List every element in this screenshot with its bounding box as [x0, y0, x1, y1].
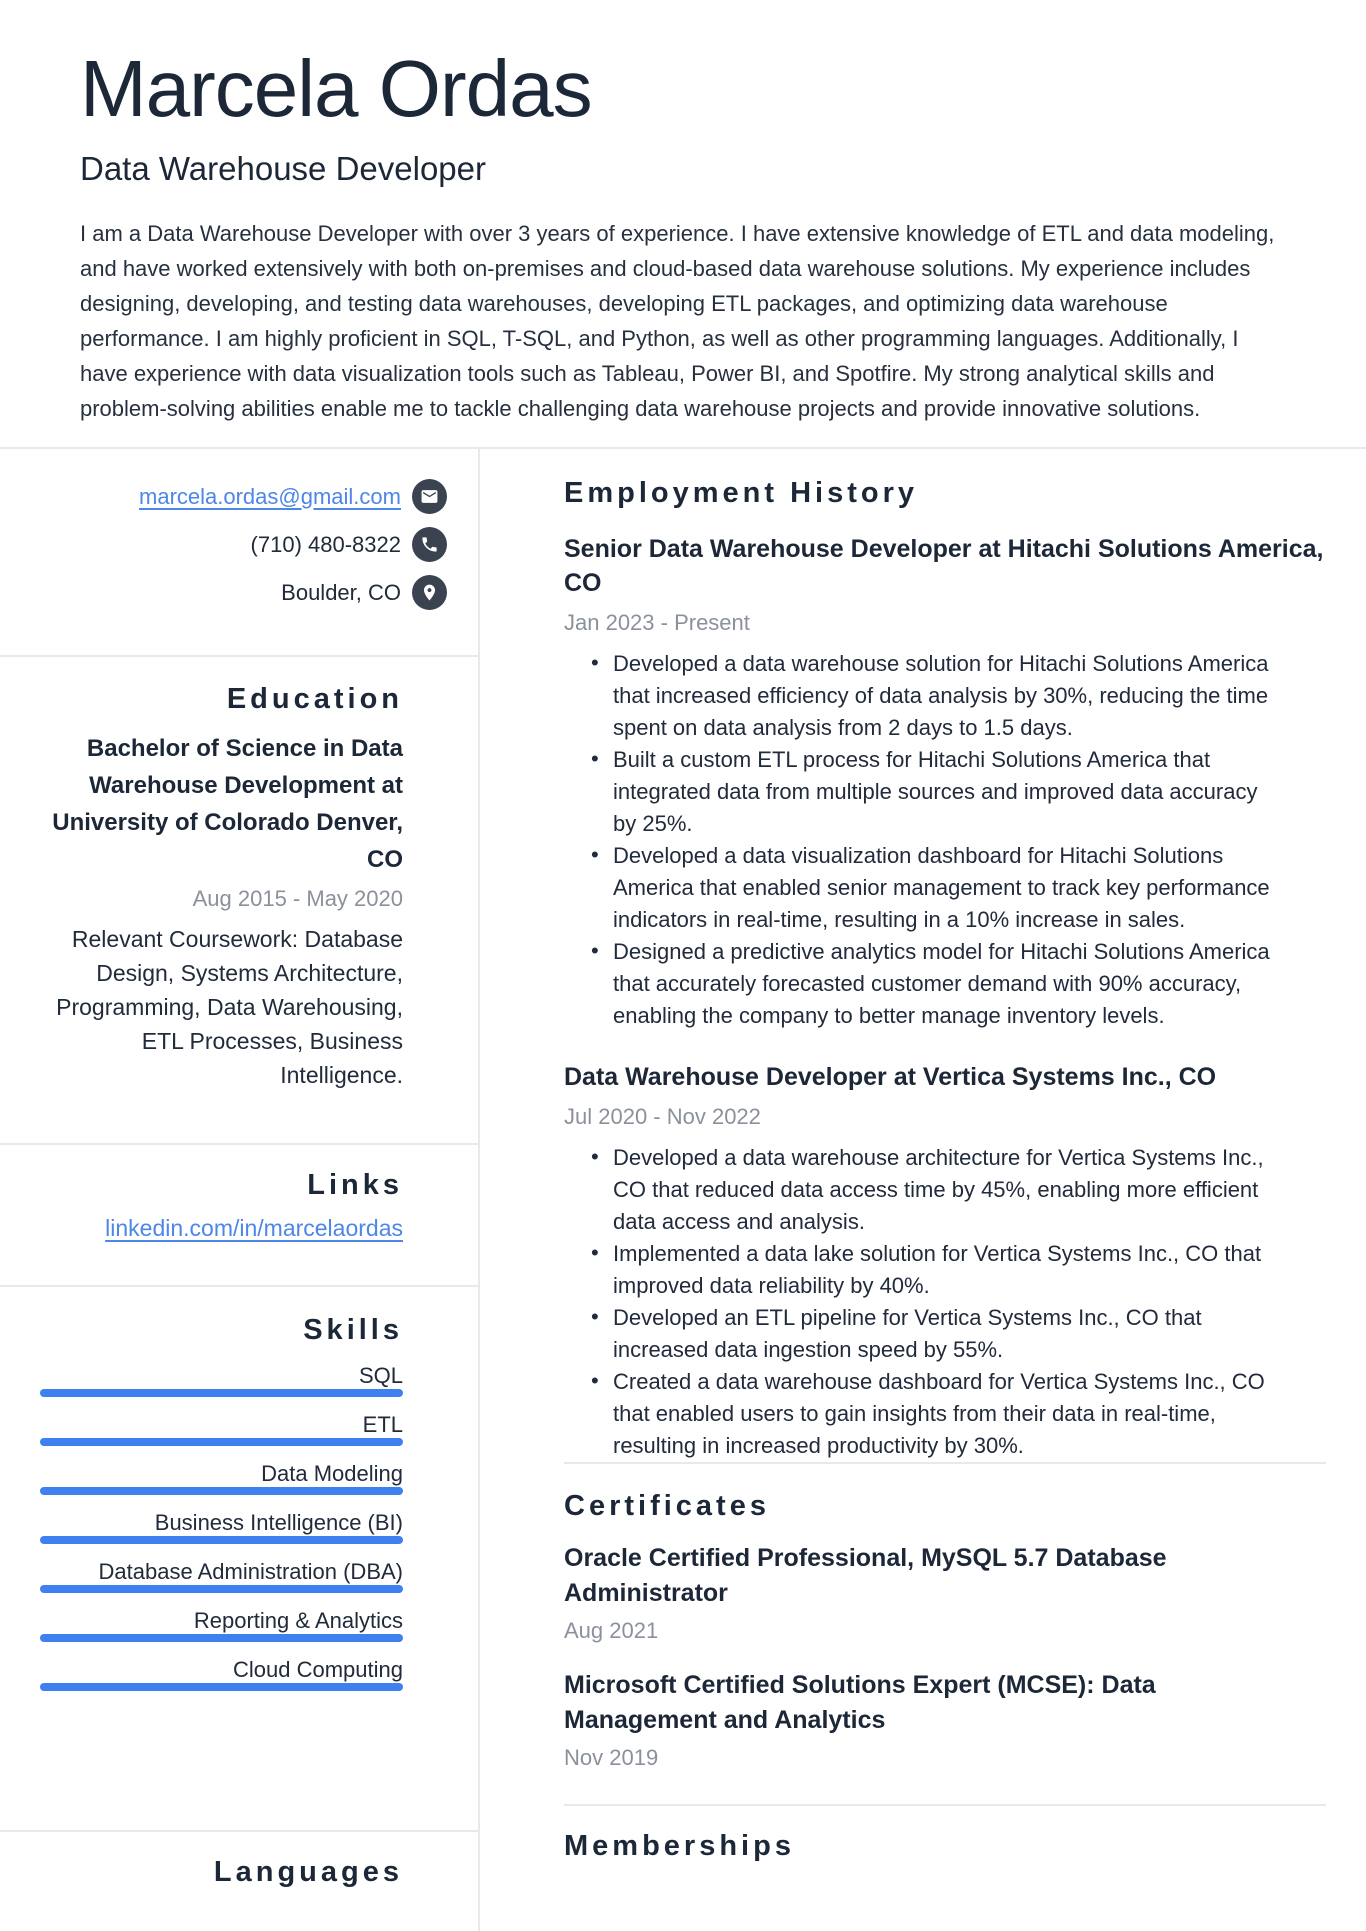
job-bullet: • Developed a data warehouse architecture for Vertica Systems Inc., CO that reduced data access time by 45%, enabling more efficient data access and analysis. [564, 1142, 1276, 1238]
contact-row-phone [40, 527, 447, 562]
location-icon [412, 575, 447, 610]
memberships-section [564, 1804, 1326, 1931]
sidebar [0, 449, 480, 1931]
job-dates: Jul 2020 - Nov 2022 [564, 1104, 761, 1129]
skill-bar [40, 1536, 403, 1544]
job-entry [564, 532, 1326, 1032]
job-bullet: • Developed a data warehouse solution for Hitachi Solutions America that increased efficiency of data analysis by 30%, reducing the time spent on data analysis from 2 days to 1.5 days. [564, 648, 1276, 744]
skill-bar-track [40, 1438, 403, 1446]
skill-name: Business Intelligence (BI) [154, 1510, 403, 1535]
languages-section [0, 1830, 478, 1931]
skill-name: Cloud Computing [233, 1657, 403, 1682]
phone-number: (710) 480-8322 [250, 531, 401, 557]
job-title: Data Warehouse Developer at Vertica Systems Inc., CO [564, 1063, 1217, 1091]
job-dates: Jan 2023 - Present [564, 610, 750, 635]
links-heading: Links [307, 1169, 403, 1201]
skills-list [40, 1363, 403, 1691]
education-section [0, 655, 478, 1143]
certificate-dates: Aug 2021 [564, 1618, 659, 1643]
phone-icon [412, 527, 447, 562]
skill-bar [40, 1438, 403, 1446]
resume-body [0, 447, 1366, 1931]
skill-name: Data Modeling [261, 1461, 403, 1486]
skill-item [40, 1510, 403, 1544]
skill-bar [40, 1487, 403, 1495]
contact-row-email [40, 479, 447, 514]
profile-summary: I am a Data Warehouse Developer with over 3 years of experience. I have extensive knowledge of ETL and data modeling, and have worked extensively with both on-premises and cloud-based data warehouse solutions. My experience includes designing, developing, and testing data warehouses, developing ETL packages, and optimizing data warehouse performance. I am highly proficient in SQL, T-SQL, and Python, as well as other programming languages. Additionally, I have experience with data visualization tools such as Tableau, Power BI, and Spotfire. My strong analytical skills and problem-solving abilities enable me to tackle challenging data warehouse projects and provide innovative solutions. [80, 221, 1275, 422]
skill-item [40, 1559, 403, 1593]
skill-bar-track [40, 1683, 403, 1691]
certificates-heading: Certificates [564, 1490, 770, 1522]
skill-item [40, 1363, 403, 1397]
education-dates: Aug 2015 - May 2020 [192, 886, 403, 911]
skill-name: Reporting & Analytics [193, 1608, 403, 1633]
skill-bar [40, 1585, 403, 1593]
job-bullet: • Built a custom ETL process for Hitachi Solutions America that integrated data from multiple sources and improved data accuracy by 25%. [564, 744, 1276, 840]
job-bullet: • Implemented a data lake solution for Vertica Systems Inc., CO that improved data reliability by 40%. [564, 1238, 1276, 1302]
education-degree: Bachelor of Science in Data Warehouse Development at University of Colorado Denver, CO [52, 735, 403, 873]
employment-heading: Employment History [564, 477, 918, 509]
skill-item [40, 1608, 403, 1642]
links-list [40, 1202, 403, 1242]
skill-bar [40, 1634, 403, 1642]
skill-item [40, 1657, 403, 1691]
location-text: Boulder, CO [281, 579, 401, 605]
job-entry [564, 1060, 1326, 1462]
languages-heading: Languages [213, 1856, 403, 1888]
certificate-entry [564, 1668, 1326, 1771]
job-bullets [564, 648, 1326, 1032]
contact-section [0, 449, 478, 655]
job-bullet: • Designed a predictive analytics model for Hitachi Solutions America that accurately forecasted customer demand with 90% accuracy, enabling the company to better manage inventory levels. [564, 936, 1276, 1032]
certificate-title: Oracle Certified Professional, MySQL 5.7 Database Administrator [564, 1544, 1167, 1607]
skill-bar-track [40, 1536, 403, 1544]
skill-bar [40, 1683, 403, 1691]
skill-bar-track [40, 1487, 403, 1495]
skill-bar-track [40, 1585, 403, 1593]
links-section [0, 1143, 478, 1285]
job-bullets [564, 1142, 1326, 1462]
certificate-entry [564, 1541, 1326, 1644]
email-link[interactable]: marcela.ordas@gmail.com [139, 483, 401, 509]
certificates-section [564, 1462, 1326, 1804]
skill-bar-track [40, 1634, 403, 1642]
skill-item [40, 1412, 403, 1446]
skill-item [40, 1461, 403, 1495]
external-link[interactable]: linkedin.com/in/marcelaordas [105, 1215, 403, 1241]
certificate-title: Microsoft Certified Solutions Expert (MCSE): Data Management and Analytics [564, 1671, 1156, 1734]
certificates-list [564, 1541, 1326, 1771]
skill-name: SQL [358, 1363, 403, 1388]
person-job-title: Data Warehouse Developer [80, 150, 486, 188]
skill-name: Database Administration (DBA) [98, 1559, 403, 1584]
job-title: Senior Data Warehouse Developer at Hitachi Solutions America, CO [564, 535, 1324, 597]
memberships-heading: Memberships [564, 1830, 795, 1862]
jobs-list [564, 532, 1326, 1462]
email-icon [412, 479, 447, 514]
skill-bar-track [40, 1389, 403, 1397]
employment-section [564, 449, 1326, 1462]
skills-section [0, 1285, 478, 1830]
education-heading: Education [226, 683, 403, 715]
education-details: Relevant Coursework: Database Design, Systems Architecture, Programming, Data Warehousing, ETL Processes, Business Intelligence. [56, 926, 403, 1088]
resume-header [0, 0, 1366, 447]
job-bullet: • Developed a data visualization dashboard for Hitachi Solutions America that enabled senior management to track key performance indicators in real-time, resulting in a 10% increase in sales. [564, 840, 1276, 936]
skill-bar [40, 1389, 403, 1397]
job-bullet: • Developed an ETL pipeline for Vertica Systems Inc., CO that increased data ingestion speed by 55%. [564, 1302, 1276, 1366]
certificate-dates: Nov 2019 [564, 1745, 659, 1770]
contact-row-location [40, 575, 447, 610]
person-name: Marcela Ordas [80, 44, 592, 133]
skill-name: ETL [362, 1412, 403, 1437]
skills-heading: Skills [303, 1314, 403, 1346]
main-column [480, 449, 1366, 1931]
job-bullet: • Created a data warehouse dashboard for Vertica Systems Inc., CO that enabled users to gain insights from their data in real-time, resulting in increased productivity by 30%. [564, 1366, 1276, 1462]
